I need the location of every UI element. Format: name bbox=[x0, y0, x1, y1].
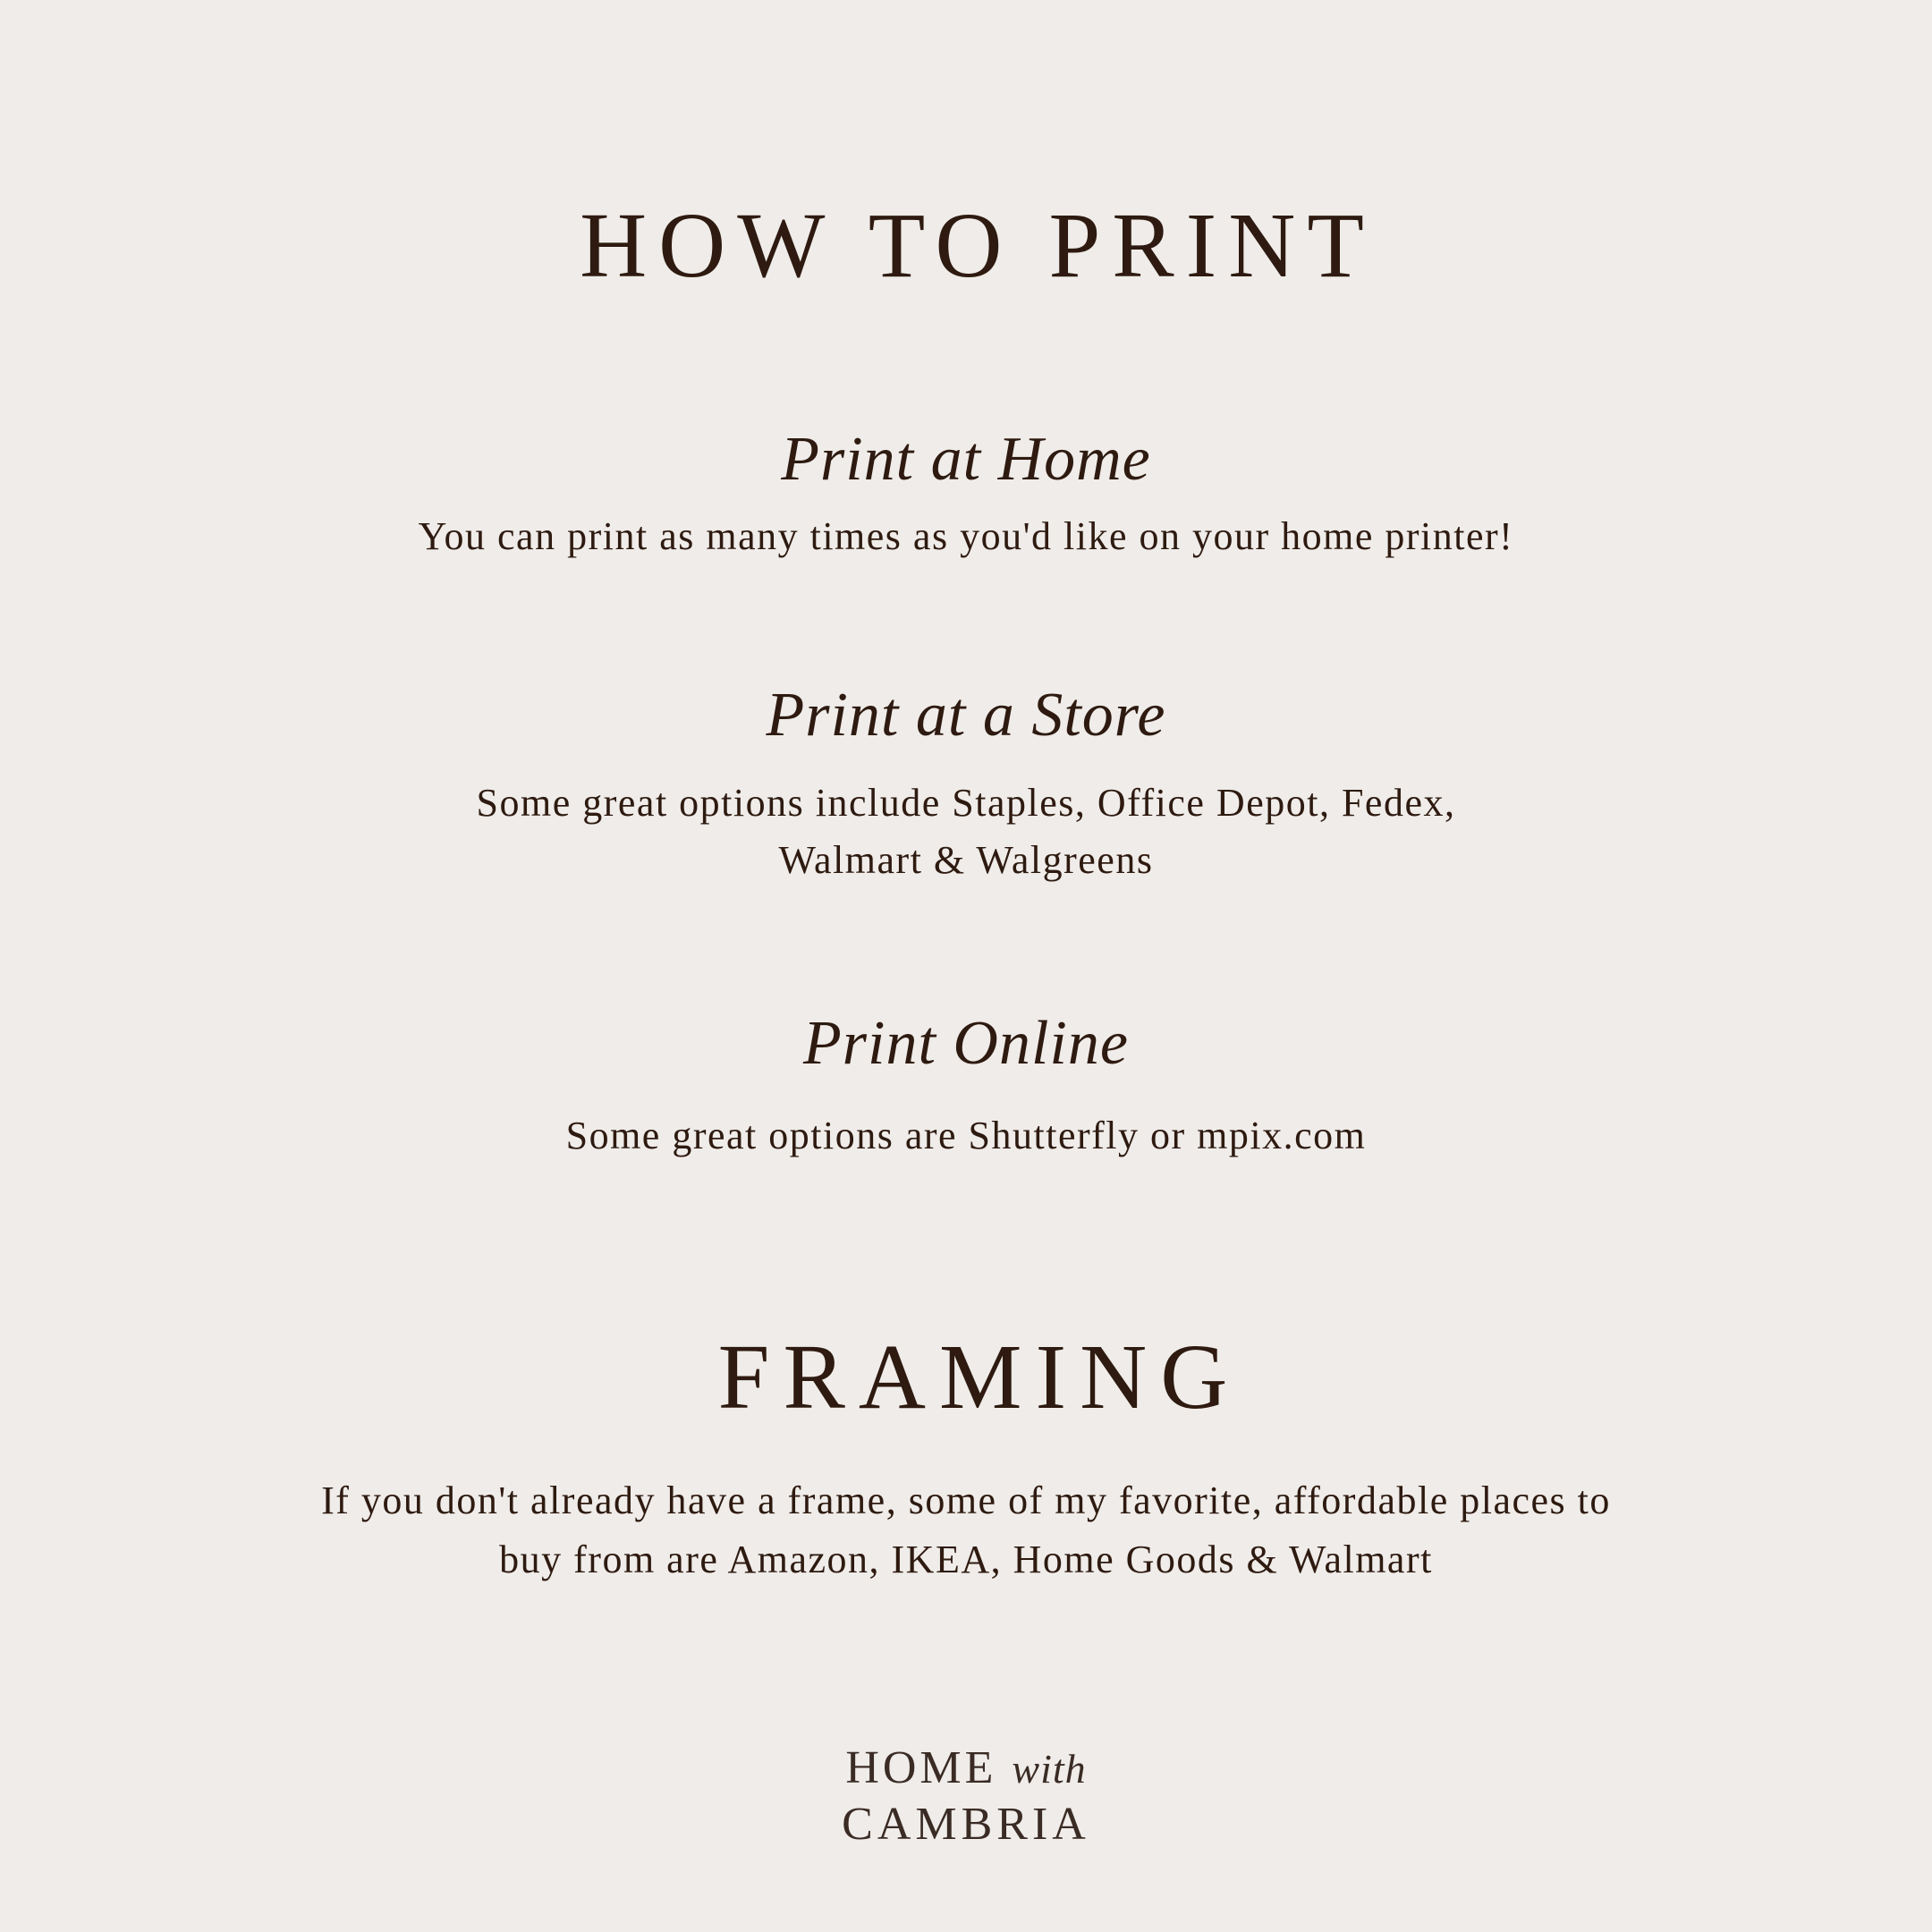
print-at-store-text-line-2: Walmart & Walgreens bbox=[778, 838, 1154, 882]
print-online-title: Print Online bbox=[803, 1009, 1129, 1078]
framing-text-line-2: buy from are Amazon, IKEA, Home Goods & Walmart bbox=[499, 1538, 1433, 1581]
how-to-print-heading: HOW TO PRINT bbox=[580, 194, 1376, 297]
print-online-text: Some great options are Shutterfly or mpix.com bbox=[565, 1114, 1367, 1157]
framing-text-line-1: If you don't already have a frame, some of my favorite, affordable places to bbox=[321, 1479, 1611, 1522]
brand-logo-line-2: CAMBRIA bbox=[842, 1799, 1090, 1850]
print-at-store-title: Print at a Store bbox=[766, 681, 1166, 750]
framing-heading: FRAMING bbox=[717, 1326, 1241, 1428]
brand-word-home: HOME bbox=[845, 1742, 997, 1793]
brand-word-with: with bbox=[1012, 1746, 1087, 1792]
print-at-home-text: You can print as many times as you'd like on your home printer! bbox=[418, 514, 1514, 558]
brand-logo-line-1 bbox=[0, 1740, 1932, 1798]
print-at-store-text-line-1: Some great options include Staples, Office Depot, Fedex, bbox=[476, 781, 1456, 825]
print-at-home-title: Print at Home bbox=[781, 425, 1151, 494]
